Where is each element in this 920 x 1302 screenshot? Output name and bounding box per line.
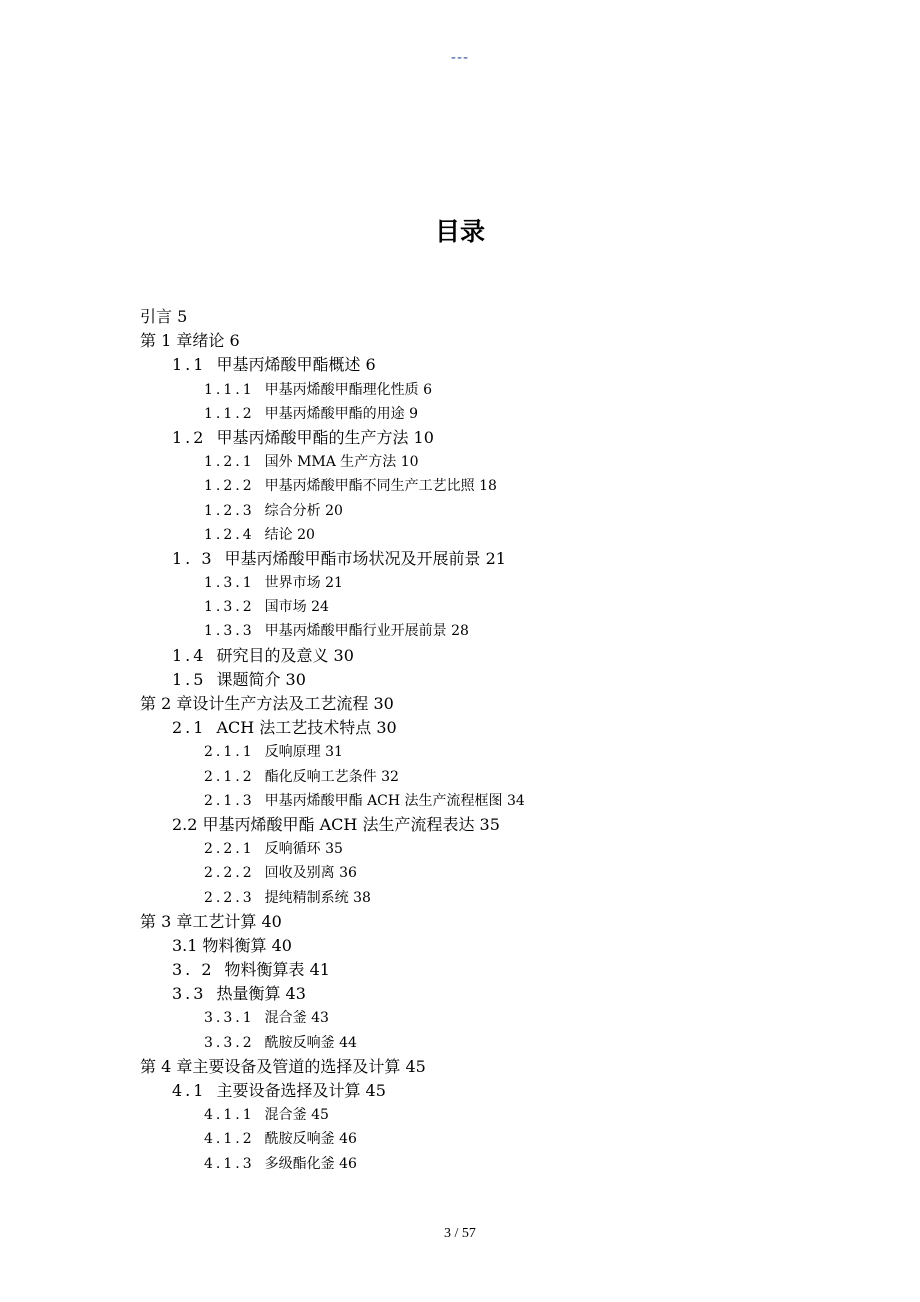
toc-entry-level-2[interactable] [140,813,820,837]
toc-entry-number: 4.1.1 [204,1107,255,1124]
toc-entry-number: 1.3.1 [204,575,255,592]
toc-entry-level-3[interactable] [140,523,820,547]
toc-entry-text: 课题简介 30 [216,669,306,689]
toc-entry-text: 第 3 章工艺计算 40 [140,911,282,931]
toc-entry-level-2[interactable] [140,547,820,571]
toc-entry-number: 1.2.2 [204,478,255,495]
toc-entry-level-2[interactable] [140,934,820,958]
toc-entry-number: 1.1.1 [204,381,255,398]
toc-entry-text: 第 4 章主要设备及管道的选择及计算 45 [140,1056,426,1076]
toc-entry-text: 引言 5 [140,307,188,326]
toc-entry-text: 混合釜 45 [264,1107,329,1124]
toc-entry-level-2[interactable] [140,958,820,982]
toc-entry-level-3[interactable] [140,740,820,764]
toc-entry-number: 4.1 [172,1081,207,1100]
toc-entry-text: 世界市场 21 [264,575,343,592]
toc-entry-text: 多级酯化釜 46 [264,1155,357,1172]
toc-entry-level-1[interactable] [140,910,820,934]
toc-entry-number: 2.2.2 [204,865,255,882]
toc-entry-number: 3.3.1 [204,1010,255,1027]
toc-entry-text: 反响循环 35 [264,841,343,858]
toc-entry-number: 1.1 [172,355,207,375]
toc-entry-number: 1.5 [172,669,207,689]
toc-entry-level-2[interactable] [140,1079,820,1103]
toc-entry-number: 1. 3 [172,548,215,568]
toc-entry-number: 1.2.1 [204,454,255,471]
toc-entry-number: 3. 2 [172,960,215,980]
toc-entry-text: 2.2 甲基丙烯酸甲酯 ACH 法生产流程表达 35 [172,814,500,834]
toc-entry-level-2[interactable] [140,716,820,740]
toc-entry-level-3[interactable] [140,499,820,523]
toc-entry-level-3[interactable] [140,450,820,474]
toc-entry-number: 2.2.1 [204,841,255,858]
toc-entry-level-1[interactable] [140,329,820,353]
toc-entry-text: 回收及别离 36 [264,865,357,882]
toc-entry-text: 混合釜 43 [264,1010,329,1027]
toc-entry-level-1[interactable] [140,1055,820,1079]
toc-entry-level-3[interactable] [140,765,820,789]
toc-entry-level-3[interactable] [140,1103,820,1127]
toc-entry-number: 2.2.3 [204,889,255,906]
header-mark: --- [450,50,470,66]
toc-entry-text: 提纯精制系统 38 [264,889,371,906]
toc-entry-text: 甲基丙烯酸甲酯 ACH 法生产流程框图 34 [264,792,525,809]
toc-entry-text: 酯化反响工艺条件 32 [264,768,399,785]
toc-entry-number: 1.4 [172,645,207,665]
toc-entry-number: 1.3.3 [204,623,255,640]
table-of-contents [140,305,820,1176]
toc-entry-text: 甲基丙烯酸甲酯市场状况及开展前景 21 [224,548,506,568]
toc-entry-level-1[interactable] [140,305,820,329]
toc-entry-level-3[interactable] [140,402,820,426]
toc-entry-level-3[interactable] [140,619,820,643]
toc-entry-level-2[interactable] [140,426,820,450]
page-title: 目录 [434,217,485,246]
toc-entry-text: 酰胺反响釜 46 [264,1131,357,1148]
toc-entry-text: 甲基丙烯酸甲酯理化性质 6 [264,381,432,398]
toc-entry-number: 1.3.2 [204,599,255,616]
toc-entry-text: 国外 MMA 生产方法 10 [264,454,419,471]
toc-entry-number: 2.1 [172,718,207,738]
toc-entry-number: 1.2 [172,427,207,447]
toc-entry-level-3[interactable] [140,886,820,910]
toc-entry-text: 甲基丙烯酸甲酯概述 6 [216,355,376,375]
toc-entry-level-3[interactable] [140,837,820,861]
toc-entry-text: 综合分析 20 [264,502,343,519]
toc-entry-text: 研究目的及意义 30 [216,645,354,665]
toc-entry-level-3[interactable] [140,1152,820,1176]
toc-entry-level-3[interactable] [140,1006,820,1030]
toc-entry-text: 第 1 章绪论 6 [140,331,240,351]
toc-entry-level-3[interactable] [140,571,820,595]
toc-entry-level-2[interactable] [140,644,820,668]
toc-entry-text: 物料衡算表 41 [224,960,330,980]
toc-entry-text: 国市场 24 [264,599,329,616]
toc-entry-level-3[interactable] [140,595,820,619]
toc-entry-level-3[interactable] [140,1031,820,1055]
toc-entry-number: 4.1.2 [204,1131,255,1148]
toc-entry-text: 主要设备选择及计算 45 [216,1081,386,1100]
toc-entry-level-3[interactable] [140,1127,820,1151]
toc-entry-text: 酰胺反响釜 44 [264,1034,357,1051]
toc-entry-text: 甲基丙烯酸甲酯不同生产工艺比照 18 [264,478,497,495]
toc-entry-number: 1.2.3 [204,502,255,519]
toc-entry-level-3[interactable] [140,789,820,813]
toc-entry-text: 甲基丙烯酸甲酯的生产方法 10 [216,427,434,447]
toc-entry-number: 1.2.4 [204,526,255,543]
toc-entry-number: 4.1.3 [204,1155,255,1172]
toc-entry-text: 甲基丙烯酸甲酯的用途 9 [264,405,418,422]
toc-entry-text: 甲基丙烯酸甲酯行业开展前景 28 [264,623,469,640]
toc-entry-number: 2.1.2 [204,768,255,785]
toc-entry-level-1[interactable] [140,692,820,716]
toc-entry-level-2[interactable] [140,982,820,1006]
toc-entry-text: 结论 20 [264,526,315,543]
toc-entry-text: 第 2 章设计生产方法及工艺流程 30 [140,694,394,713]
toc-entry-number: 3.3.2 [204,1034,255,1051]
toc-entry-text: 反响原理 31 [264,744,343,761]
toc-entry-level-2[interactable] [140,668,820,692]
toc-entry-number: 2.1.1 [204,744,255,761]
page-number: 3 / 57 [444,1226,476,1241]
toc-entry-number: 2.1.3 [204,792,255,809]
toc-entry-text: ACH 法工艺技术特点 30 [216,718,397,738]
toc-entry-number: 1.1.2 [204,405,255,422]
toc-entry-text: 3.1 物料衡算 40 [172,935,292,955]
toc-entry-level-2[interactable] [140,353,820,377]
toc-entry-number: 3.3 [172,984,207,1004]
toc-entry-level-3[interactable] [140,861,820,885]
toc-entry-level-3[interactable] [140,474,820,498]
toc-entry-text: 热量衡算 43 [216,984,306,1004]
toc-entry-level-3[interactable] [140,378,820,402]
